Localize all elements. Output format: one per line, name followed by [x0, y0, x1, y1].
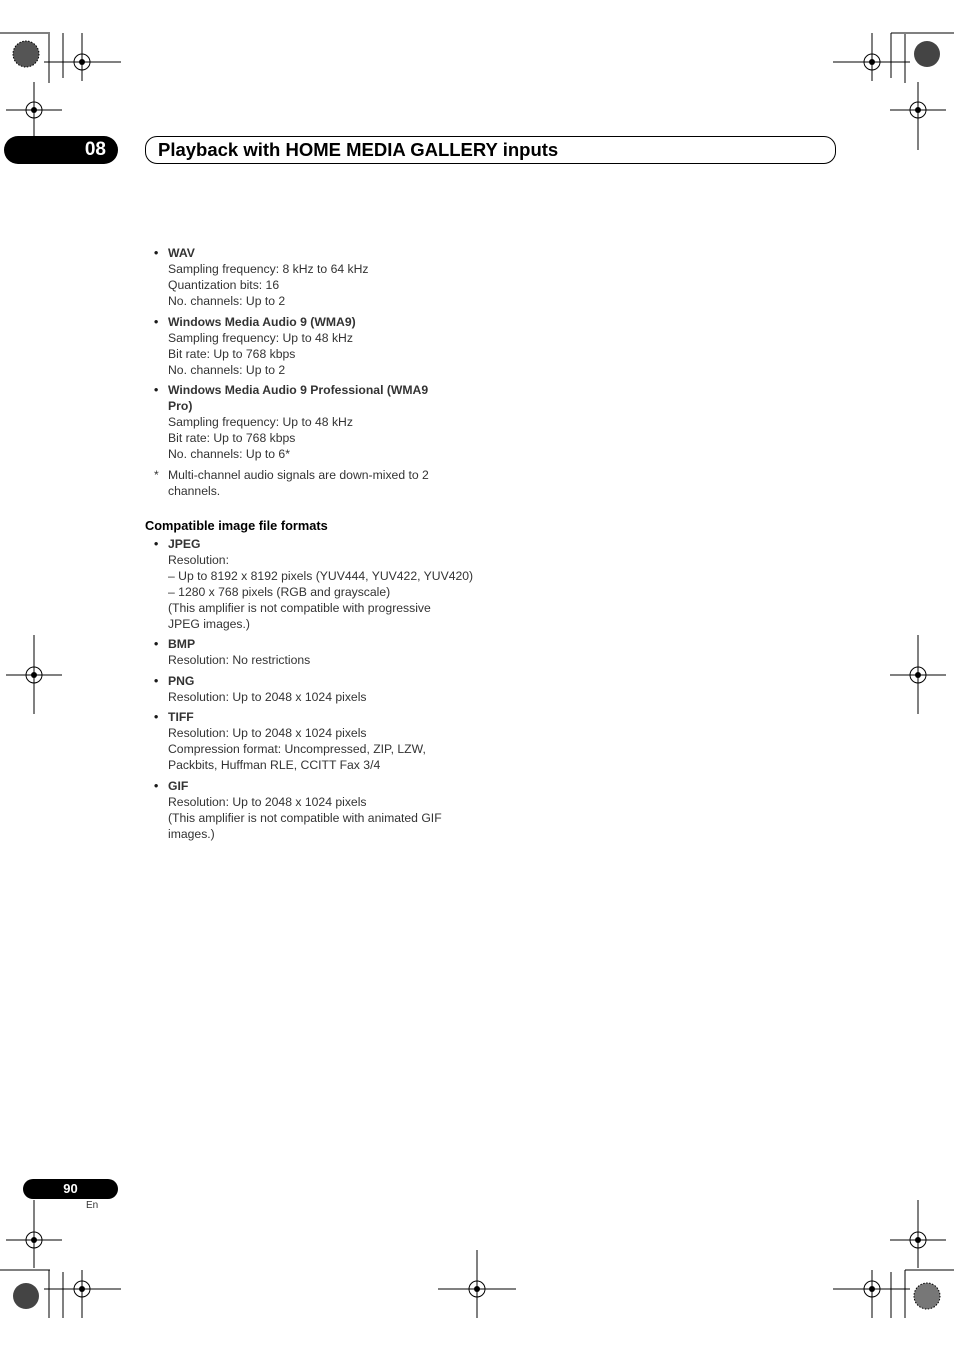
bullet: •: [154, 383, 159, 397]
footnote-line: Multi-channel audio signals are down-mixed to 2: [168, 467, 429, 482]
list-item-wma9: [145, 314, 490, 378]
item-line: Resolution: Up to 2048 x 1024 pixels: [168, 794, 367, 809]
item-line: Resolution: Up to 2048 x 1024 pixels: [168, 726, 367, 740]
bullet: •: [154, 637, 159, 651]
page-title: Playback with HOME MEDIA GALLERY inputs: [158, 139, 559, 160]
page-number: 90: [23, 1179, 118, 1199]
bullet: •: [154, 314, 159, 329]
item-line: Resolution: No restrictions: [168, 653, 311, 667]
list-item-gif: [145, 778, 490, 842]
item-title: Windows Media Audio 9 (WMA9): [168, 314, 356, 329]
list-item-jpeg: [145, 536, 490, 632]
bullet: •: [154, 246, 159, 260]
item-line: Compression format: Uncompressed, ZIP, LZW,: [168, 742, 426, 756]
item-title-continued: Pro): [168, 399, 193, 413]
item-line: No. channels: Up to 6*: [168, 447, 290, 461]
item-line: Quantization bits: 16: [168, 278, 280, 292]
item-line: (This amplifier is not compatible with progressive: [168, 600, 431, 615]
footnote-line: channels.: [168, 483, 221, 498]
footnote: [145, 467, 490, 499]
item-line: Sampling frequency: 8 kHz to 64 kHz: [168, 262, 369, 276]
bullet: •: [154, 778, 159, 793]
item-title: PNG: [168, 673, 195, 688]
section-heading: Compatible image file formats: [145, 517, 328, 533]
item-title: GIF: [168, 778, 189, 793]
item-line: Resolution:: [168, 552, 229, 567]
item-title: TIFF: [168, 710, 194, 724]
bullet: •: [154, 710, 159, 724]
item-line: JPEG images.): [168, 616, 250, 631]
chapter-number-tab: 08: [4, 136, 118, 164]
item-line: – 1280 x 768 pixels (RGB and grayscale): [168, 584, 391, 599]
item-line: Sampling frequency: Up to 48 kHz: [168, 330, 353, 345]
list-item-bmp: [145, 636, 490, 668]
item-title: Windows Media Audio 9 Professional (WMA9: [168, 383, 429, 397]
item-line: Resolution: Up to 2048 x 1024 pixels: [168, 689, 367, 704]
item-line: Bit rate: Up to 768 kbps: [168, 346, 296, 361]
item-title: WAV: [168, 246, 195, 260]
list-item-wav: [145, 245, 490, 309]
item-line: images.): [168, 826, 215, 841]
language-code: En: [86, 1200, 99, 1211]
item-line: Packbits, Huffman RLE, CCITT Fax 3/4: [168, 758, 381, 772]
item-line: – Up to 8192 x 8192 pixels (YUV444, YUV422, YUV420): [168, 568, 474, 583]
chapter-title-bar: [145, 136, 836, 164]
bullet: •: [154, 536, 159, 551]
list-item-png: [145, 673, 490, 705]
item-line: Bit rate: Up to 768 kbps: [168, 431, 296, 445]
item-title: JPEG: [168, 536, 201, 551]
list-item-tiff: [145, 709, 490, 773]
list-item-wma9-pro: [145, 382, 490, 462]
item-line: No. channels: Up to 2: [168, 294, 286, 308]
item-line: (This amplifier is not compatible with animated GIF: [168, 810, 442, 825]
item-line: Sampling frequency: Up to 48 kHz: [168, 415, 353, 429]
main-content: [145, 245, 490, 846]
item-line: No. channels: Up to 2: [168, 362, 286, 377]
footnote-marker: *: [154, 467, 159, 482]
bullet: •: [154, 673, 159, 688]
item-title: BMP: [168, 637, 196, 651]
